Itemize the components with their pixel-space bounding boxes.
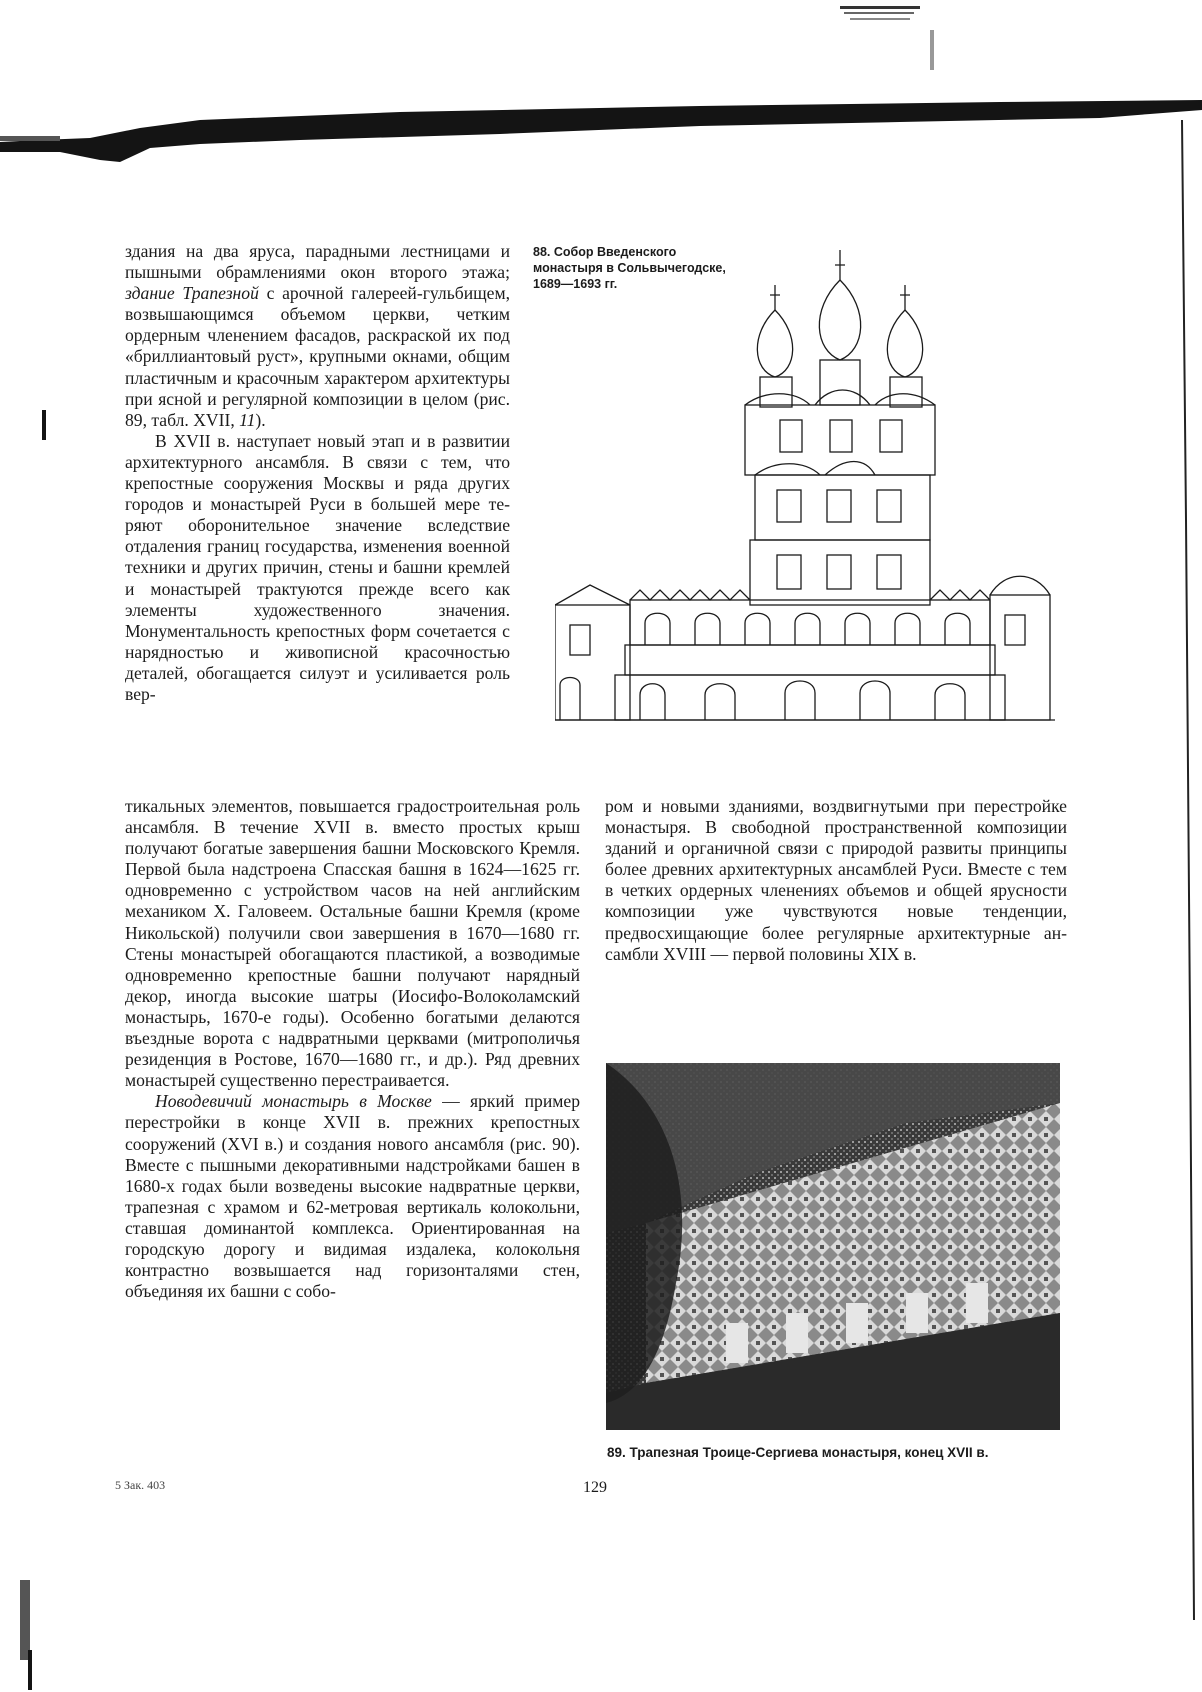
print-mark: 5 Зак. 403 [115, 1478, 166, 1492]
figure-89-refectory-photo [606, 1063, 1060, 1430]
text-run: — яркий пример перестройки в конце XVII в. прежних крепостных сооружений (XVI в.) и создания нового ансамбля (рис. 90). Вместе с пышными декоративными надстройками башен в 1680-х годах были возведены высокие надвратные церкви, трапезная с храмом и 62-метровая вертикаль колокольни, ставшая доминантой комплекса. Ориентированная на городскую дорогу и видимая издалека, колокольня контрастно возвышается над горизонталями стен, объединяя их башни с собо- [125, 1091, 580, 1302]
text-column-right [605, 796, 1067, 965]
scan-edge-top [0, 100, 1202, 170]
paragraph [125, 431, 510, 705]
text-column-left-bottom [125, 796, 580, 1302]
italic-text: Новодевичий монастырь в Москве [155, 1091, 432, 1112]
text-run: тикальных элементов, повышается градостроительная роль ансамбля. В течение XVII в. вместо простых крыш получают богатые завершения башни Московского Кремля. Первой была надстроена Спасская башня в 1624—1625 гг. одновременно с устройством часов на ней английским механиком Х. Галовеем. Остальные башни Кремля (кроме Никольской) получили свои завершения в 1670—1680 гг. Стены монастырей обогащаются пластикой, а возводимые одновременно крепостные башни получают нарядный декор, иногда высокие шатры (Иосифо-Волоколамский монастырь, 1670-е годы). Особенно богатыми делаются въездные ворота с надвратными церквами (митрополичья резиденция в Ростове, 1670—1680 гг., и др.). Ряд древних монастырей существенно перестраивается. [125, 796, 580, 1091]
text-run: ). [255, 409, 266, 430]
figure-88-cathedral-drawing [555, 245, 1055, 725]
italic-text: 11 [239, 409, 256, 430]
italic-text: здание Трапезной [125, 283, 259, 304]
paragraph [125, 1091, 580, 1302]
figure-88-caption: 88. Собор Введенского монастыря в Сольвычегодске, 1689—1693 гг. [533, 245, 726, 291]
paragraph [125, 241, 510, 431]
scan-edge-left [0, 150, 60, 1690]
text-run: здания на два яруса, парадными лестницами и пышными обрамлениями окон второго этажа; [125, 241, 510, 283]
scan-noise [820, 0, 1000, 100]
text-run: с арочной галереей-гульбищем, возвышающимся объемом церкви, четким ордерным членением фасадов, раскраской их под «бриллиантовый руст», крупными окнами, общим пластичным и красочным характером архитектуры при ясной и регулярной композиции в целом (рис. 89, табл. XVII, [125, 283, 510, 430]
page-number: 129 [583, 1479, 607, 1496]
text-column-left-top [125, 241, 510, 705]
figure-89-caption: 89. Трапезная Троице-Сергиева монастыря, конец XVII в. [607, 1445, 989, 1460]
paragraph [605, 796, 1067, 965]
scan-edge-right [1162, 120, 1202, 1620]
paragraph [125, 796, 580, 1091]
text-run: В XVII в. наступает новый этап и в развитии архитектурного ансамбля. В связи с тем, что крепостные сооружения Москвы и ряда других городов и монастырей Руси в большей мере теряют оборонительное значение вследствие отдаления границ государства, изменения военной техники и других причин, стены и башни кремлей и монастырей трактуются прежде всего как элементы художественного значения. Монументальность крепостных форм сочетается с нарядностью и живописной красочностью деталей, обогащается силуэт и усиливается роль вер- [125, 430, 510, 704]
text-run: ром и новыми зданиями, воздвигнутыми при перестройке монастыря. В свободной пространственной композиции зданий и органичной связи с природой развиты принципы более древних архитектурных ансамблей Руси. Вместе с тем в четких ордерных членениях объемов и общей ярусности композиции уже чувствуются новые тенденции, предвосхищающие более регулярные архитектурные ансамбли XVIII — первой половины XIX в. [605, 796, 1067, 964]
